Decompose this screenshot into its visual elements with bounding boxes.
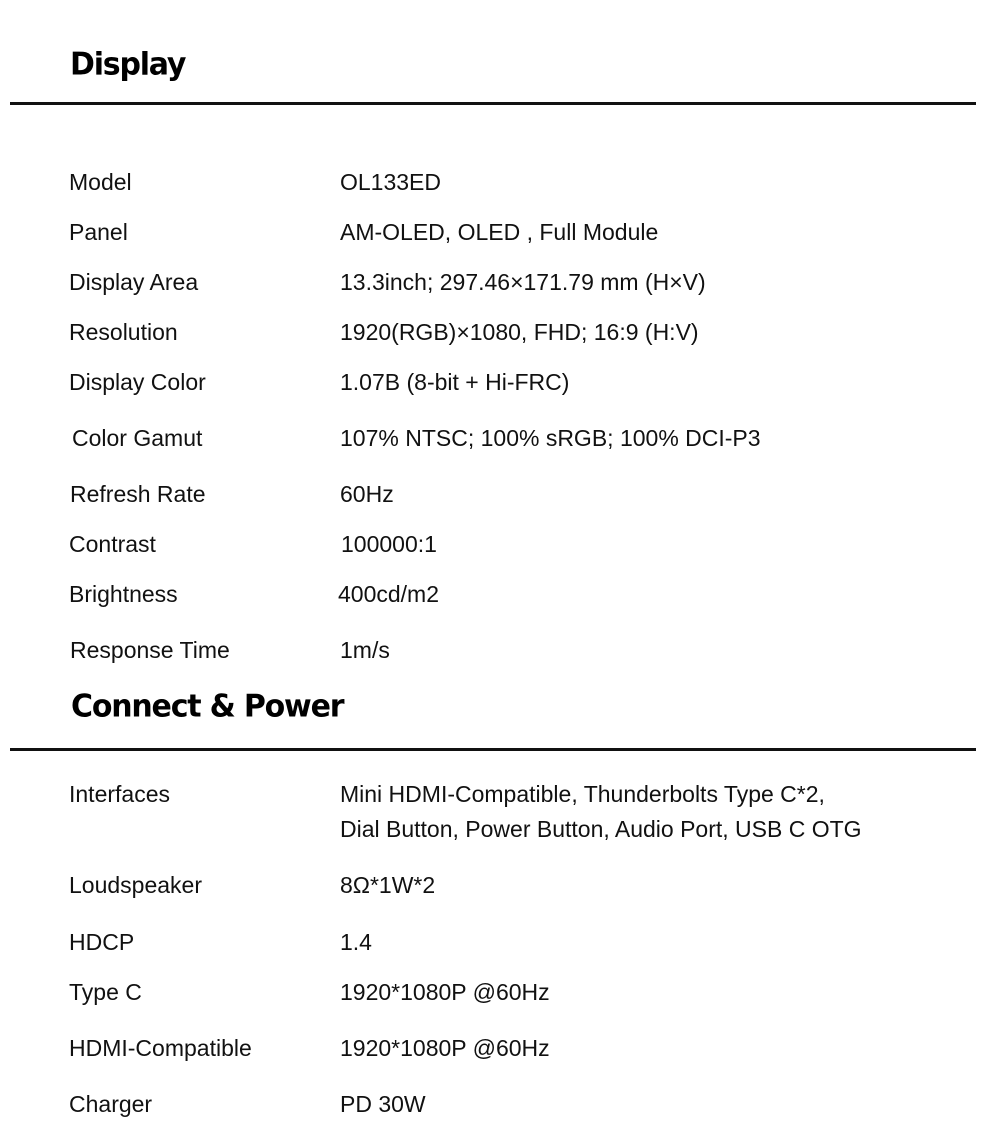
spec-label: Display Color [69,369,206,395]
spec-label: Refresh Rate [70,481,206,507]
spec-label: Brightness [69,581,178,607]
spec-label: Display Area [69,269,199,295]
spec-value: 60Hz [340,481,394,507]
display-divider [10,102,976,105]
spec-value: Mini HDMI-Compatible, Thunderbolts Type C*2, [340,781,825,807]
spec-value: 1920*1080P @60Hz [340,979,550,1005]
spec-value: AM-OLED, OLED , Full Module [340,219,659,245]
spec-value: OL133ED [340,169,442,195]
spec-value: 1m/s [340,637,390,663]
spec-value: 1.4 [340,929,372,955]
spec-value: 1920*1080P @60Hz [340,1035,550,1061]
spec-value: 8Ω*1W*2 [340,872,436,898]
spec-label: Model [69,169,132,195]
spec-label: Interfaces [69,781,170,807]
spec-label: Color Gamut [72,425,203,451]
spec-label: Panel [69,219,128,245]
connect-power-heading: Connect & Power [71,688,344,725]
spec-label: HDCP [69,929,135,955]
spec-value-line2: Dial Button, Power Button, Audio Port, USB C OTG [340,816,862,842]
spec-value: 1.07B (8-bit + Hi-FRC) [340,369,570,395]
spec-value: PD 30W [340,1091,426,1117]
spec-label: Resolution [69,319,178,345]
spec-value: 13.3inch; 297.46×171.79 mm (H×V) [340,269,706,295]
spec-value: 107% NTSC; 100% sRGB; 100% DCI-P3 [340,425,761,451]
spec-label: Type C [69,979,142,1005]
spec-value: 400cd/m2 [338,581,440,607]
connect-power-divider [10,748,976,751]
spec-label: Contrast [69,531,156,557]
display-heading: Display [70,46,186,83]
spec-value: 100000:1 [341,531,437,557]
spec-label: Loudspeaker [69,872,202,898]
spec-value: 1920(RGB)×1080, FHD; 16:9 (H:V) [340,319,699,345]
spec-label: HDMI-Compatible [69,1035,252,1061]
spec-label: Charger [69,1091,153,1117]
spec-label: Response Time [70,637,230,663]
